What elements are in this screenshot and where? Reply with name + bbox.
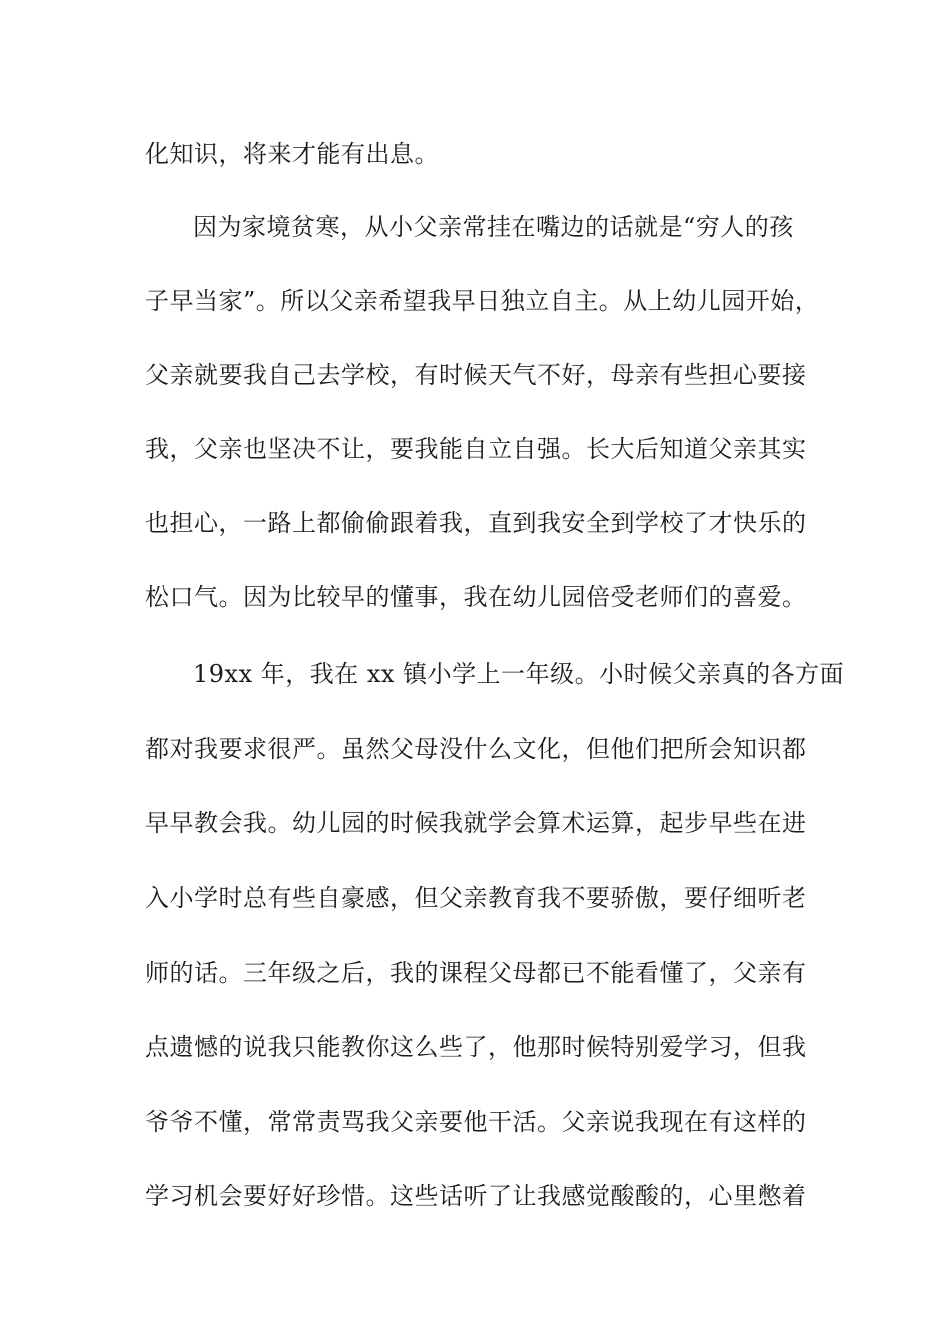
text-line: 我，父亲也坚决不让，要我能自立自强。长大后知道父亲其实	[145, 435, 807, 463]
text-line: 师的话。三年级之后，我的课程父母都已不能看懂了，父亲有	[145, 959, 807, 987]
text-line: 也担心，一路上都偷偷跟着我，直到我安全到学校了才快乐的	[145, 509, 807, 537]
paragraph-first-line: 因为家境贫寒，从小父亲常挂在嘴边的话就是“穷人的孩	[193, 213, 794, 241]
text-line: 父亲就要我自己去学校，有时候天气不好，母亲有些担心要接	[145, 361, 807, 389]
text-line: 化知识，将来才能有出息。	[145, 140, 439, 168]
text-line: 学习机会要好好珍惜。这些话听了让我感觉酸酸的，心里憋着	[145, 1182, 807, 1210]
text-line: 早早教会我。幼儿园的时候我就学会算术运算，起步早些在进	[145, 809, 807, 837]
text-line: 点遗憾的说我只能教你这么些了，他那时候特别爱学习，但我	[145, 1033, 807, 1061]
text-line: 都对我要求很严。虽然父母没什么文化，但他们把所会知识都	[145, 735, 807, 763]
paragraph-first-line: 19xx 年，我在 xx 镇小学上一年级。小时候父亲真的各方面	[193, 660, 845, 688]
text-line: 松口气。因为比较早的懂事，我在幼儿园倍受老师们的喜爱。	[145, 583, 807, 611]
text-line: 入小学时总有些自豪感，但父亲教育我不要骄傲，要仔细听老	[145, 884, 807, 912]
text-line: 爷爷不懂，常常责骂我父亲要他干活。父亲说我现在有这样的	[145, 1108, 807, 1136]
text-line: 子早当家”。所以父亲希望我早日独立自主。从上幼儿园开始，	[145, 287, 820, 315]
